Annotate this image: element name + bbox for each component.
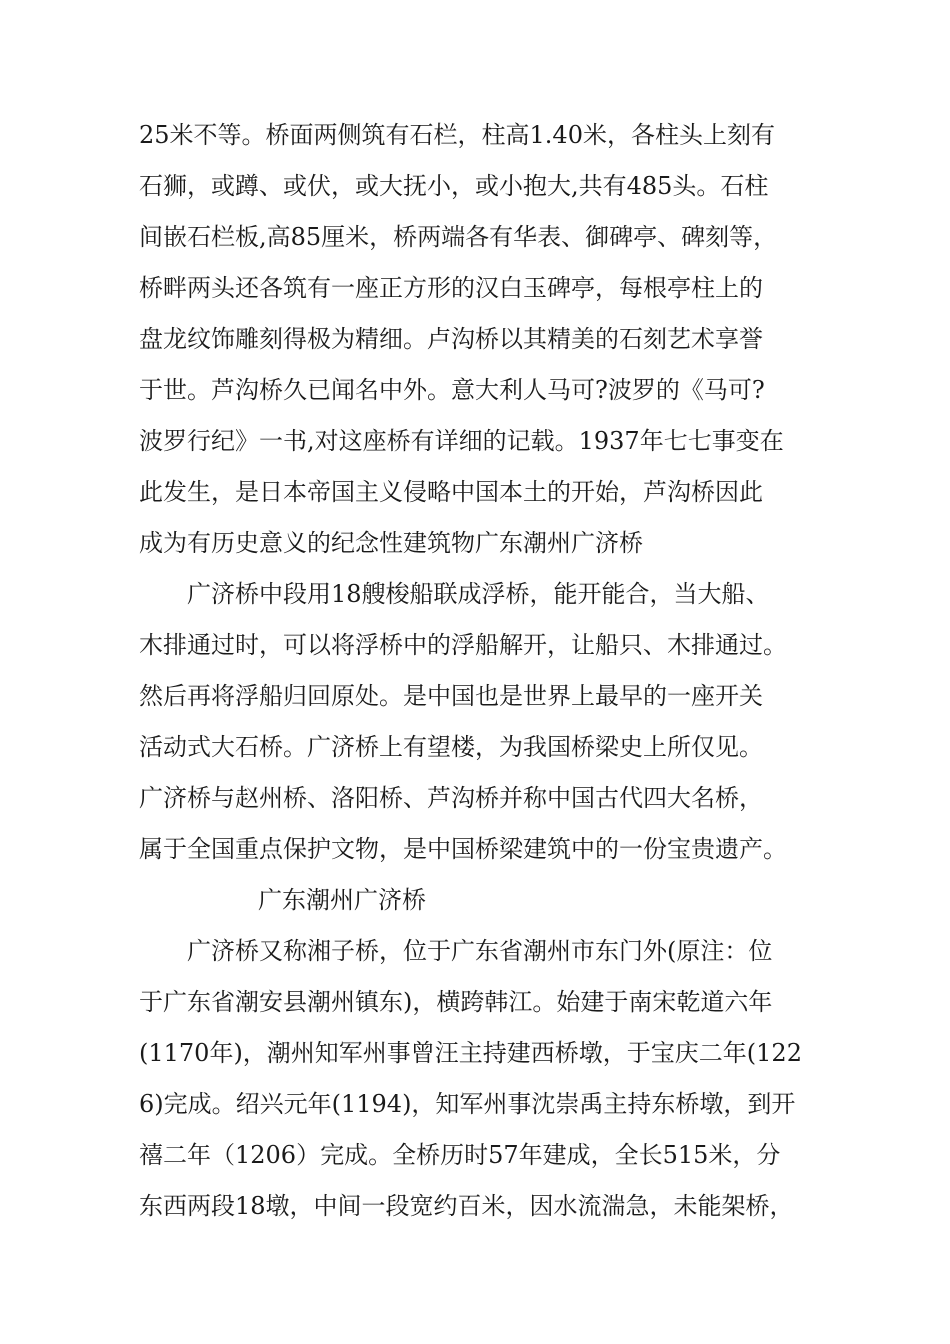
text-line: 桥畔两头还各筑有一座正方形的汉白玉碑亭，每根亭柱上的 (139, 274, 763, 302)
text-line: 于世。芦沟桥久已闻名中外。意大利人马可?波罗的《马可? (139, 376, 765, 404)
text-line: 成为有历史意义的纪念性建筑物广东潮州广济桥 (139, 529, 643, 557)
text-line: 广济桥与赵州桥、洛阳桥、芦沟桥并称中国古代四大名桥， (139, 784, 763, 812)
text-line: 间嵌石栏板,高85厘米，桥两端各有华表、御碑亭、碑刻等， (139, 223, 778, 251)
paragraph-first-line: 广济桥又称湘子桥，位于广东省潮州市东门外(原注：位 (187, 937, 773, 965)
text-line: 属于全国重点保护文物，是中国桥梁建筑中的一份宝贵遗产。 (139, 835, 787, 863)
text-line: 6)完成。绍兴元年(1194)，知军州事沈崇禹主持东桥墩，到开 (139, 1090, 796, 1118)
text-line: 此发生，是日本帝国主义侵略中国本土的开始，芦沟桥因此 (139, 478, 763, 506)
text-line: 然后再将浮船归回原处。是中国也是世界上最早的一座开关 (139, 682, 763, 710)
text-line: 禧二年（1206）完成。全桥历时57年建成，全长515米，分 (139, 1141, 781, 1169)
section-heading: 广东潮州广济桥 (258, 886, 426, 914)
text-line: (1170年)，潮州知军州事曾汪主持建西桥墩，于宝庆二年(122 (139, 1039, 802, 1067)
text-line: 活动式大石桥。广济桥上有望楼，为我国桥梁史上所仅见。 (139, 733, 763, 761)
text-line: 于广东省潮安县潮州镇东)，横跨韩江。始建于南宋乾道六年 (139, 988, 773, 1016)
text-line: 木排通过时，可以将浮桥中的浮船解开，让船只、木排通过。 (139, 631, 787, 659)
text-line: 石狮，或蹲、或伏，或大抚小，或小抱大,共有485头。石柱 (139, 172, 769, 200)
paragraph-first-line: 广济桥中段用18艘梭船联成浮桥，能开能合，当大船、 (187, 580, 770, 608)
text-line: 盘龙纹饰雕刻得极为精细。卢沟桥以其精美的石刻艺术享誉 (139, 325, 763, 353)
text-line: 25米不等。桥面两侧筑有石栏，柱高1.40米，各柱头上刻有 (139, 121, 775, 149)
text-line: 波罗行纪》一书,对这座桥有详细的记载。1937年七七事变在 (139, 427, 784, 455)
text-line: 东西两段18墩，中间一段宽约百米，因水流湍急，未能架桥， (139, 1192, 794, 1220)
